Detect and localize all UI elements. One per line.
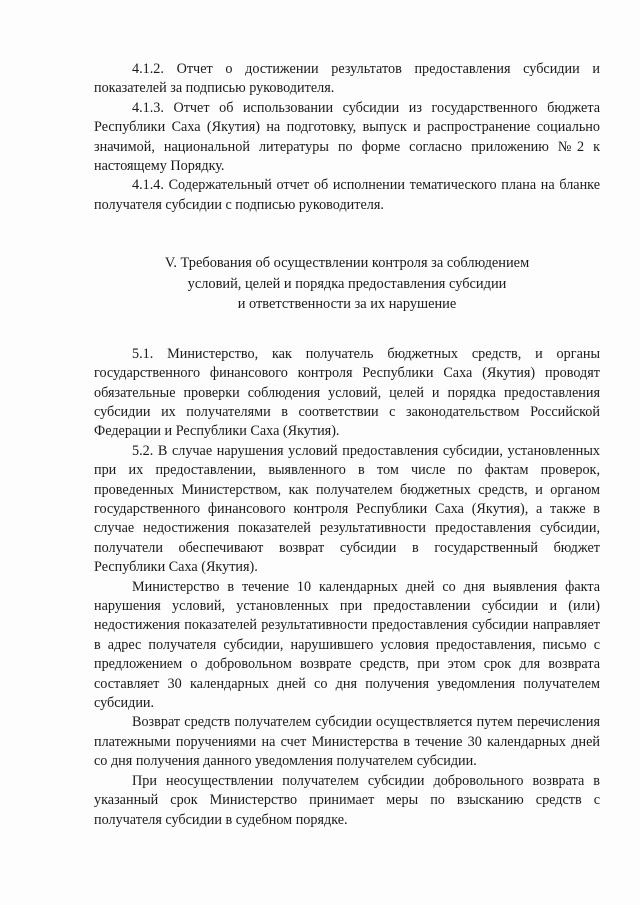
item-4-1-3: 4.1.3. Отчет об использовании субсидии из государственного бюджета Республики Саха (Якутия) на подготовку, выпуск и распространение социально значимой, национальной литературы по форме согласно приложению №2 к настоящему Порядку.	[94, 99, 600, 175]
item-4-1-2: 4.1.2. Отчет о достижении результатов предоставления субсидии и показателей за подписью руководителя.	[94, 61, 600, 97]
paragraph-court: При неосуществлении получателем субсидии добровольного возврата в указанный срок Министерство принимает меры по взысканию средств с получателя субсидии в судебном порядке.	[94, 772, 600, 828]
paragraph-refund: Возврат средств получателем субсидии осуществляется путем перечисления платежными поручениями на счет Министерства в течение 30 календарных дней со дня получения данного уведомления получателем субсидии.	[94, 714, 600, 770]
section-5-heading	[94, 253, 600, 315]
section-5-heading-line: и ответственности за их нарушение	[237, 296, 457, 313]
paragraph-notice: Министерство в течение 10 календарных дней со дня выявления факта нарушения условий, установленных при предоставлении субсидии и (или) недостижения показателей результативности предоставления субсидии направляет в адрес получателя субсидии, нарушившего условия предоставления, письмо с предложением о добровольном возврате средств, при этом срок для возврата составляет 30 календарных дней со дня получения уведомления получателем субсидии.	[94, 578, 600, 712]
section-5-heading-line: V. Требования об осуществлении контроля за соблюдением	[164, 255, 530, 272]
section-5-heading-line: условий, целей и порядка предоставления субсидии	[187, 275, 507, 292]
item-4-1-4: 4.1.4. Содержательный отчет об исполнении тематического плана на бланке получателя субсидии с подписью руководителя.	[94, 177, 600, 213]
paragraph-5-2: 5.2. В случае нарушения условий предоставления субсидии, установленных при их предоставлении, выявленного в том числе по фактам проверок, проведенных Министерством, как получателем бюджетных средств, и органом государственного финансового контроля Республики Саха (Якутия), а также в случае недостижения показателей результативности предоставления субсидии, получатели обеспечивают возврат субсидии в государственный бюджет Республики Саха (Якутия).	[94, 442, 600, 576]
paragraph-5-1: 5.1. Министерство, как получатель бюджетных средств, и органы государственного финансового контроля Республики Саха (Якутия) проводят обязательные проверки соблюдения условий, целей и порядка предоставления субсидии их получателями в соответствии с законодательством Российской Федерации и Республики Саха (Якутия).	[94, 345, 600, 440]
document-body	[94, 60, 600, 830]
